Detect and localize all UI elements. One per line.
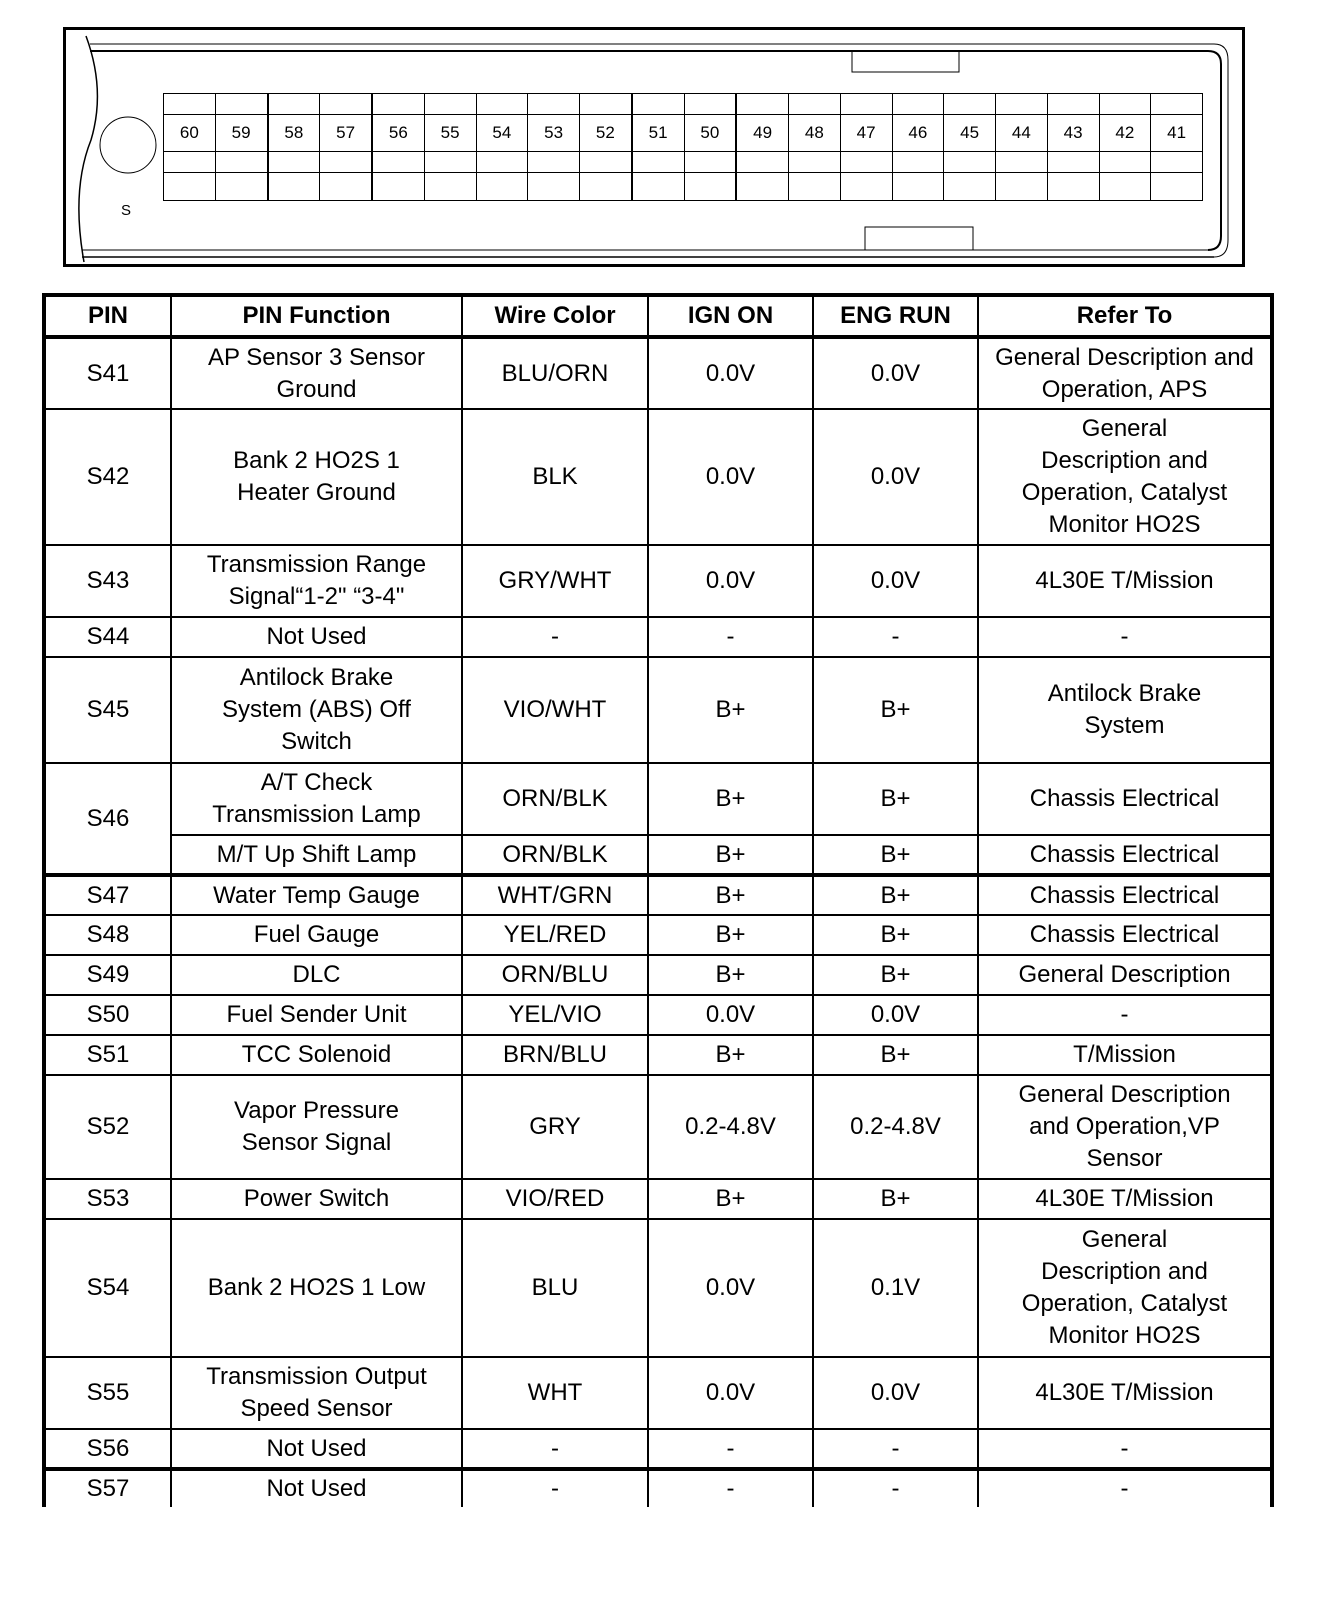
pin-cell: 59 [216,94,269,200]
cell-pin: S54 [44,1219,171,1357]
cell-function: DLC [171,955,462,995]
table-row [44,617,1272,657]
cell-eng: B+ [813,835,978,875]
pin-cell: 41 [1151,94,1202,200]
cell-wire: VIO/RED [462,1179,648,1219]
pin-cell: 58 [269,94,321,200]
cell-ign: B+ [648,955,813,995]
cell-ign: 0.0V [648,1357,813,1429]
cell-ign: 0.2-4.8V [648,1075,813,1179]
header-pin: PIN [44,295,171,337]
table-row [44,955,1272,995]
cell-refer: - [978,1469,1272,1507]
cell-wire: - [462,1429,648,1469]
cell-eng: 0.0V [813,545,978,617]
cell-wire: - [462,1469,648,1507]
cell-ign: B+ [648,657,813,763]
cell-wire: ORN/BLU [462,955,648,995]
table-row [44,545,1272,617]
cell-ign: B+ [648,1035,813,1075]
table-row [44,995,1272,1035]
cell-eng: B+ [813,875,978,915]
cell-pin: S42 [44,409,171,545]
cell-pin: S53 [44,1179,171,1219]
cell-eng: 0.1V [813,1219,978,1357]
cell-wire: GRY [462,1075,648,1179]
cell-pin: S56 [44,1429,171,1469]
table-row [44,409,1272,545]
cell-wire: BLK [462,409,648,545]
cell-ign: 0.0V [648,995,813,1035]
pin-cell: 57 [320,94,373,200]
cell-function: M/T Up Shift Lamp [171,835,462,875]
header-pin-function: PIN Function [171,295,462,337]
cell-eng: B+ [813,657,978,763]
table-row [44,1357,1272,1429]
cell-pin: S45 [44,657,171,763]
cell-eng: B+ [813,955,978,995]
cell-eng: - [813,1469,978,1507]
cell-function: Fuel Sender Unit [171,995,462,1035]
pin-cell: 55 [425,94,477,200]
pin-cell: 54 [477,94,529,200]
cell-ign: - [648,1469,813,1507]
cell-refer: - [978,617,1272,657]
table-row [44,1429,1272,1469]
pin-cell: 52 [580,94,633,200]
cell-ign: 0.0V [648,337,813,409]
cell-eng: B+ [813,763,978,835]
pin-cell: 45 [944,94,996,200]
cell-pin: S57 [44,1469,171,1507]
cell-wire: GRY/WHT [462,545,648,617]
pin-cell: 56 [373,94,425,200]
cell-ign: B+ [648,875,813,915]
cell-refer: General Description and Operation, Catalyst Monitor HO2S [978,409,1272,545]
cell-ign: B+ [648,915,813,955]
table-row [44,915,1272,955]
cell-wire: BRN/BLU [462,1035,648,1075]
pin-cell: 43 [1048,94,1100,200]
cell-pin: S51 [44,1035,171,1075]
pin-cell: 47 [841,94,893,200]
cell-ign: 0.0V [648,545,813,617]
cell-pin: S48 [44,915,171,955]
cell-function: Transmission Range Signal“1-2" “3-4" [171,545,462,617]
cell-ign: B+ [648,1179,813,1219]
cell-function: A/T Check Transmission Lamp [171,763,462,835]
cell-refer: - [978,1429,1272,1469]
table-row [44,763,1272,835]
cell-ign: - [648,617,813,657]
pin-cell: 42 [1100,94,1152,200]
cell-function: Antilock Brake System (ABS) Off Switch [171,657,462,763]
cell-function: Vapor Pressure Sensor Signal [171,1075,462,1179]
cell-pin: S47 [44,875,171,915]
cell-pin: S55 [44,1357,171,1429]
cell-refer: Chassis Electrical [978,915,1272,955]
cell-refer: Antilock Brake System [978,657,1272,763]
table-header-row [44,295,1272,337]
cell-function: Transmission Output Speed Sensor [171,1357,462,1429]
pin-cell: 60 [164,94,216,200]
cell-eng: - [813,1429,978,1469]
cell-eng: 0.0V [813,337,978,409]
cell-eng: 0.0V [813,1357,978,1429]
cell-wire: YEL/VIO [462,995,648,1035]
cell-function: Not Used [171,617,462,657]
table-row [44,337,1272,409]
cell-wire: BLU/ORN [462,337,648,409]
cell-function: Water Temp Gauge [171,875,462,915]
pin-cell: 44 [996,94,1048,200]
cell-refer: Chassis Electrical [978,875,1272,915]
pin-cell: 48 [789,94,841,200]
table-row [44,1179,1272,1219]
cell-eng: 0.2-4.8V [813,1075,978,1179]
cell-eng: - [813,617,978,657]
cell-pin: S50 [44,995,171,1035]
pin-cell: 51 [633,94,685,200]
connector-diagram [63,27,1245,267]
cell-ign: B+ [648,835,813,875]
table-row [44,835,1272,875]
cell-function: Not Used [171,1429,462,1469]
header-wire-color: Wire Color [462,295,648,337]
pin-cell: 53 [528,94,580,200]
cell-function: Fuel Gauge [171,915,462,955]
table-row [44,875,1272,915]
cell-refer: 4L30E T/Mission [978,545,1272,617]
cell-refer: 4L30E T/Mission [978,1179,1272,1219]
cell-function: Not Used [171,1469,462,1507]
pin-cell: 46 [893,94,945,200]
table-row [44,657,1272,763]
cell-eng: 0.0V [813,409,978,545]
cell-wire: ORN/BLK [462,835,648,875]
cell-refer: Chassis Electrical [978,763,1272,835]
header-eng-run: ENG RUN [813,295,978,337]
cell-pin: S46 [44,763,171,875]
cell-ign: 0.0V [648,1219,813,1357]
table-row [44,1035,1272,1075]
connector-label: S [121,202,132,219]
pin-cell: 49 [737,94,789,200]
table-row [44,1075,1272,1179]
pin-grid [163,93,1203,201]
cell-pin: S52 [44,1075,171,1179]
cell-eng: 0.0V [813,995,978,1035]
cell-pin: S49 [44,955,171,995]
table-row [44,1219,1272,1357]
pin-cell: 50 [685,94,738,200]
cell-function: Bank 2 HO2S 1 Low [171,1219,462,1357]
cell-refer: Chassis Electrical [978,835,1272,875]
cell-refer: General Description and Operation, APS [978,337,1272,409]
cell-pin: S43 [44,545,171,617]
cell-refer: 4L30E T/Mission [978,1357,1272,1429]
cell-function: Power Switch [171,1179,462,1219]
cell-wire: WHT [462,1357,648,1429]
cell-wire: - [462,617,648,657]
cell-refer: General Description and Operation,VP Sensor [978,1075,1272,1179]
header-ign-on: IGN ON [648,295,813,337]
header-refer-to: Refer To [978,295,1272,337]
cell-refer: T/Mission [978,1035,1272,1075]
cell-ign: B+ [648,763,813,835]
cell-wire: WHT/GRN [462,875,648,915]
cell-function: TCC Solenoid [171,1035,462,1075]
cell-pin: S44 [44,617,171,657]
cell-ign: - [648,1429,813,1469]
cell-wire: BLU [462,1219,648,1357]
cell-pin: S41 [44,337,171,409]
cell-eng: B+ [813,915,978,955]
pin-table [42,293,1274,1507]
cell-eng: B+ [813,1035,978,1075]
table-row [44,1469,1272,1507]
cell-wire: ORN/BLK [462,763,648,835]
cell-wire: YEL/RED [462,915,648,955]
cell-wire: VIO/WHT [462,657,648,763]
cell-refer: General Description [978,955,1272,995]
cell-ign: 0.0V [648,409,813,545]
cell-refer: General Description and Operation, Catalyst Monitor HO2S [978,1219,1272,1357]
cell-function: Bank 2 HO2S 1 Heater Ground [171,409,462,545]
cell-eng: B+ [813,1179,978,1219]
cell-function: AP Sensor 3 Sensor Ground [171,337,462,409]
cell-refer: - [978,995,1272,1035]
